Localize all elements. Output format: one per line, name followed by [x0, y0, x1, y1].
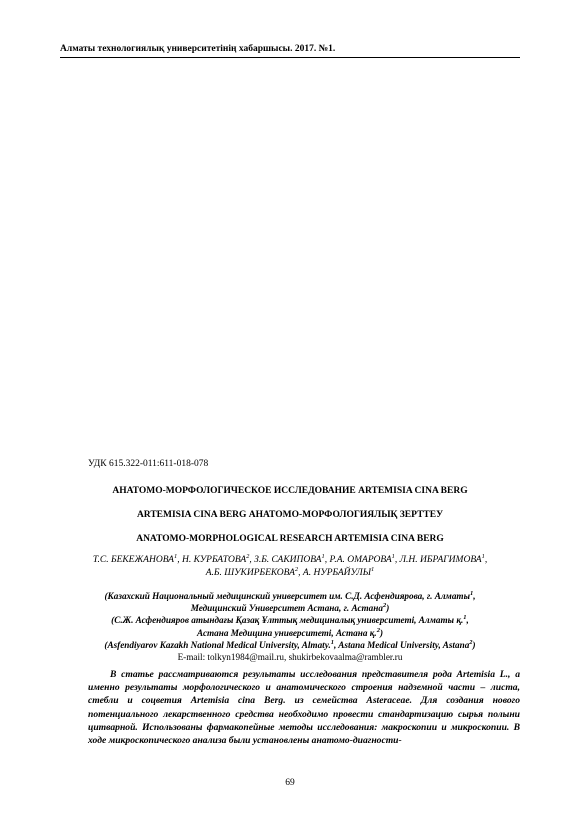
author: З.Б. САКИПОВА	[254, 555, 322, 565]
title-kz: ARTEMISIA CINA BERG АНАТОМО-МОРФОЛОГИЯЛЫҚ ЗЕРТТЕУ	[136, 510, 444, 520]
affiliation-en-1: Asfendiyarov Kazakh National Medical University, Almaty.	[107, 639, 331, 650]
author: Л.Н. ИБРАГИМОВА	[399, 555, 482, 565]
affiliation-en-2: , Astana Medical University, Astana	[334, 639, 470, 650]
title-en: ANATOMO-MORPHOLOGICAL RESEARCH ARTEMISIA CINA BERG	[136, 534, 444, 544]
affiliation-ru-2: Медицинский Университет Астана, г. Астана	[190, 603, 383, 614]
affiliation-kz-1: С.Ж. Асфендияров атындағы Қазақ Ұлттық медициналық университеті, Алматы қ.	[114, 615, 464, 626]
author: Т.С. БЕКЕЖАНОВА	[92, 555, 174, 565]
author: Р.А. ОМАРОВА	[329, 555, 392, 565]
affiliations-block: (Казахский Национальный медицинский университет им. С.Д. Асфендиярова, г. Алматы$^1$, Медицинский Университет Астана, г. Астана$^2$) (С.Ж. Асфендияров атындағы Қазақ Ұлттық медициналық университеті, Алматы қ.$^1$, Астана Медицина университеті, Астана қ.$^2$) (Asfendiyarov Kazakh National Medical University, Almaty.$^1$, Astana Medical University, Astana$^2$) E-mail: tolkyn1984@mail.ru, shukirbekovaalma@rambler.ru	[104, 589, 476, 663]
author: А.Б. ШУКИРБЕКОВА	[205, 568, 295, 578]
affiliation-kz-2: Астана Медицина университеті, Астана қ.	[196, 627, 377, 638]
header-rule	[60, 57, 520, 58]
page-number: 69	[285, 778, 295, 788]
title-ru: АНАТОМО-МОРФОЛОГИЧЕСКОЕ ИССЛЕДОВАНИЕ ARTEMISIA CINA BERG	[112, 486, 468, 496]
email-line: E-mail: tolkyn1984@mail.ru, shukirbekovaalma@rambler.ru	[177, 652, 403, 663]
author: Н. КУРБАТОВА	[181, 555, 247, 565]
udk-code: УДК 615.322-011:611-018-078	[88, 459, 209, 469]
author: А. НУРБАЙУЛЫ	[302, 568, 372, 578]
affiliation-ru-1: Казахский Национальный медицинский университет им. С.Д. Асфендиярова, г. Алматы	[107, 591, 470, 601]
authors-block: Т.С. БЕКЕЖАНОВА$^1$, Н. КУРБАТОВА$^2$, З.Б. САКИПОВА$^1$, Р.А. ОМАРОВА$^1$, Л.Н. ИБРАГИМОВА$^1$, А.Б. ШУКИРБЕКОВА$^2$, А. НУРБАЙУЛЫ$^1$	[92, 552, 488, 578]
abstract-text: В статье рассматриваются результаты исследования представителя рода Artemisia L., а именно результаты морфологического и анатомического строения надземной части – листа, стебли и соцветия Artemisia cina Berg. из семейства Asteraceae. Для создания нового потенциального лекарственного средства необходимо провести стандартизацию сырья полыни цитварной. Использованы фармакопейные методы исследования: макроскопии и микроскопии. В ходе микроскопического анализа были установлены анатомо-диагности-	[88, 669, 520, 747]
journal-header: Алматы технологиялық университетінің хабаршысы. 2017. №1.	[60, 44, 336, 54]
